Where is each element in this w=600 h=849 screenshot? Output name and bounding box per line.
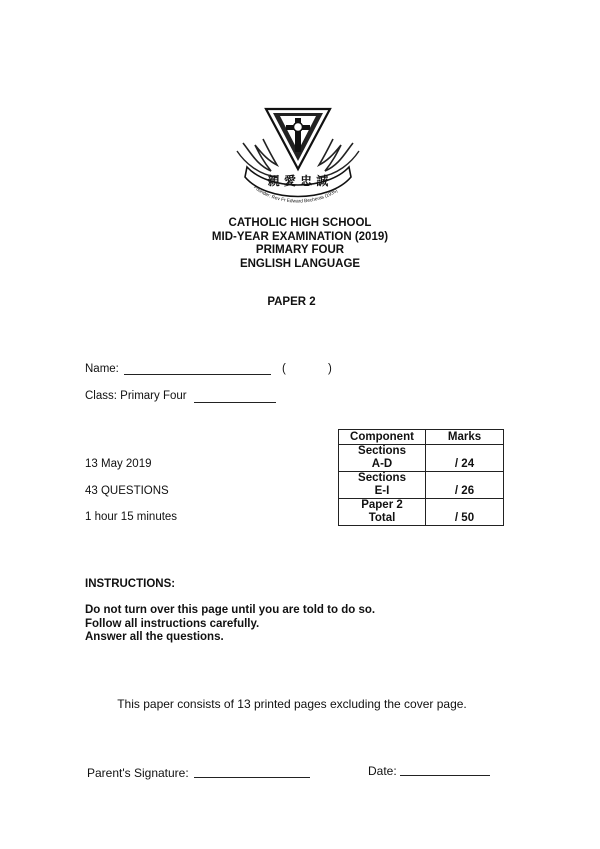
marks-table bbox=[338, 429, 504, 526]
instruction-line: Answer all the questions. bbox=[85, 631, 224, 643]
svg-text:親 愛 忠 誠: 親 愛 忠 誠 bbox=[267, 174, 329, 188]
level-name: PRIMARY FOUR bbox=[255, 244, 345, 256]
table-row bbox=[339, 499, 504, 526]
component-line2: Total bbox=[368, 512, 396, 524]
marks-cell: / 26 bbox=[426, 472, 504, 499]
date-label: Date: bbox=[368, 764, 397, 778]
component-header: Component bbox=[339, 430, 426, 445]
school-crest-logo bbox=[233, 105, 363, 205]
component-line1: Paper 2 bbox=[361, 499, 403, 511]
component-cell bbox=[339, 472, 426, 499]
component-line1: Sections bbox=[358, 472, 406, 484]
component-cell bbox=[339, 445, 426, 472]
page-count-note: This paper consists of 13 printed pages excluding the cover page. bbox=[117, 697, 467, 711]
instruction-line: Do not turn over this page until you are told to do so. bbox=[85, 604, 376, 616]
parent-signature-label: Parent's Signature: bbox=[87, 766, 189, 780]
date-field[interactable] bbox=[400, 775, 490, 776]
exam-name: MID-YEAR EXAMINATION (2019) bbox=[211, 230, 389, 243]
table-row bbox=[339, 472, 504, 499]
instructions-heading: INSTRUCTIONS: bbox=[85, 578, 176, 590]
parent-signature-field[interactable] bbox=[194, 777, 310, 778]
school-name: CATHOLIC HIGH SCHOOL bbox=[228, 217, 372, 229]
table-row bbox=[339, 445, 504, 472]
class-label: Class: Primary Four bbox=[85, 390, 187, 402]
marks-header: Marks bbox=[426, 430, 504, 445]
exam-date: 13 May 2019 bbox=[85, 458, 152, 470]
name-field[interactable] bbox=[124, 374, 271, 375]
subject-name: ENGLISH LANGUAGE bbox=[239, 257, 361, 270]
component-cell bbox=[339, 499, 426, 526]
exam-title-block bbox=[0, 217, 600, 271]
index-paren-close: ) bbox=[328, 363, 332, 375]
component-line2: A-D bbox=[371, 458, 393, 470]
marks-table-header bbox=[339, 430, 504, 445]
instructions-list bbox=[85, 604, 375, 645]
question-count: 43 QUESTIONS bbox=[85, 485, 169, 497]
index-number-field[interactable] bbox=[290, 364, 326, 378]
marks-cell: / 50 bbox=[426, 499, 504, 526]
marks-cell: / 24 bbox=[426, 445, 504, 472]
name-label: Name: bbox=[85, 363, 119, 375]
paper-number: PAPER 2 bbox=[267, 296, 316, 308]
component-line2: E-I bbox=[374, 485, 390, 497]
svg-text:Founder: Rev Fr Edward Bechera: Founder: Rev Fr Edward Becheras (1935) bbox=[252, 185, 339, 205]
exam-duration: 1 hour 15 minutes bbox=[85, 511, 178, 523]
index-paren-open: ( bbox=[282, 363, 286, 375]
class-field[interactable] bbox=[194, 402, 276, 403]
component-line1: Sections bbox=[358, 445, 406, 457]
instruction-line: Follow all instructions carefully. bbox=[85, 617, 260, 630]
